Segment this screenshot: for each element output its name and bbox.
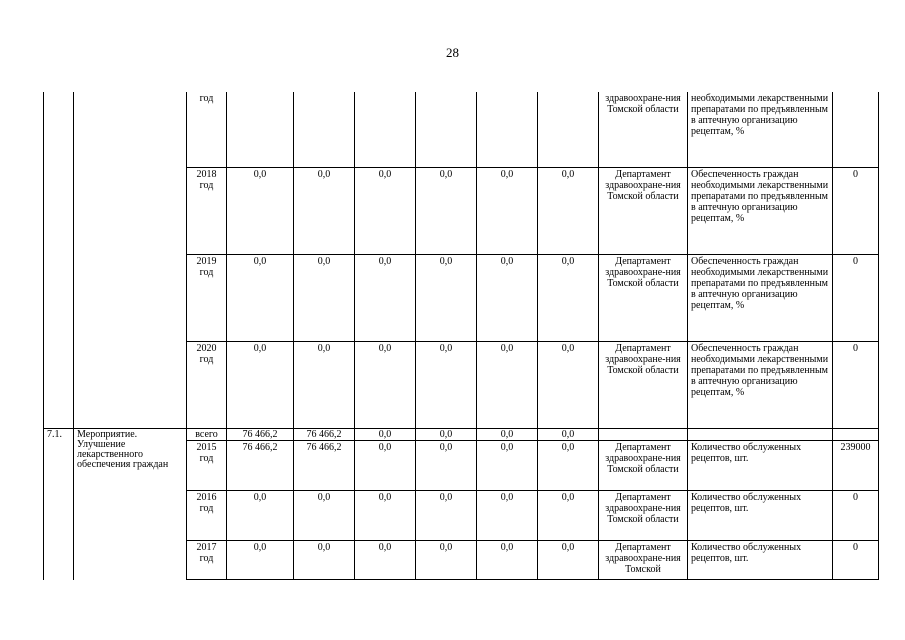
value-cell: 0,0	[538, 342, 599, 429]
value-cell: 0,0	[477, 491, 538, 541]
executor-cell: Департамент здравоохране-ния Томской области	[599, 441, 688, 491]
value-cell: 76 466,2	[227, 429, 294, 441]
value-cell: 0,0	[294, 491, 355, 541]
value-cell: 0,0	[355, 342, 416, 429]
value-cell: 0,0	[294, 255, 355, 342]
executor-cell: Департамент здравоохране-ния Томской области	[599, 255, 688, 342]
value-cell: 0,0	[227, 168, 294, 255]
value-cell: 0,0	[294, 342, 355, 429]
target-cell: 0	[833, 342, 879, 429]
target-cell: 0	[833, 168, 879, 255]
value-cell: 0,0	[227, 342, 294, 429]
value-cell	[477, 92, 538, 168]
value-cell: 0,0	[294, 168, 355, 255]
value-cell: 0,0	[538, 541, 599, 580]
value-cell: 0,0	[416, 541, 477, 580]
year-cell: 2016 год	[187, 491, 227, 541]
year-cell: 2018 год	[187, 168, 227, 255]
value-cell: 0,0	[416, 429, 477, 441]
target-cell	[833, 92, 879, 168]
year-cell: год	[187, 92, 227, 168]
year-cell: 2020 год	[187, 342, 227, 429]
executor-cell: Департамент здравоохране-ния Томской области	[599, 491, 688, 541]
executor-cell: Департамент здравоохране-ния Томской области	[599, 342, 688, 429]
executor-cell: здравоохране-ния Томской области	[599, 92, 688, 168]
year-cell: 2015 год	[187, 441, 227, 491]
value-cell: 0,0	[538, 168, 599, 255]
value-cell: 0,0	[477, 541, 538, 580]
value-cell: 0,0	[355, 255, 416, 342]
section-title: Мероприятие. Улучшение лекарственного обеспечения граждан	[74, 429, 187, 580]
table-row	[44, 92, 879, 168]
value-cell: 0,0	[416, 491, 477, 541]
value-cell: 0,0	[477, 255, 538, 342]
program-table	[43, 92, 879, 580]
value-cell: 0,0	[477, 441, 538, 491]
value-cell: 0,0	[538, 255, 599, 342]
value-cell: 0,0	[538, 429, 599, 441]
page-number: 28	[446, 45, 459, 60]
value-cell: 76 466,2	[294, 441, 355, 491]
value-cell	[355, 92, 416, 168]
executor-cell	[599, 429, 688, 441]
value-cell: 0,0	[355, 541, 416, 580]
number-cell	[44, 92, 74, 429]
year-cell: 2017 год	[187, 541, 227, 580]
section-number: 7.1.	[44, 429, 74, 580]
target-cell: 0	[833, 541, 879, 580]
value-cell: 0,0	[355, 491, 416, 541]
executor-cell: Департамент здравоохране-ния Томской	[599, 541, 688, 580]
value-cell: 0,0	[416, 168, 477, 255]
value-cell: 0,0	[416, 342, 477, 429]
target-cell: 0	[833, 255, 879, 342]
executor-cell: Департамент здравоохране-ния Томской области	[599, 168, 688, 255]
table-row	[44, 429, 879, 441]
indicator-cell: Количество обслуженных рецептов, шт.	[688, 491, 833, 541]
value-cell: 0,0	[227, 255, 294, 342]
value-cell: 76 466,2	[294, 429, 355, 441]
value-cell: 76 466,2	[227, 441, 294, 491]
value-cell: 0,0	[416, 255, 477, 342]
value-cell	[538, 92, 599, 168]
value-cell: 0,0	[416, 441, 477, 491]
value-cell: 0,0	[355, 441, 416, 491]
value-cell: 0,0	[355, 429, 416, 441]
target-cell: 0	[833, 491, 879, 541]
value-cell: 0,0	[477, 429, 538, 441]
value-cell: 0,0	[477, 342, 538, 429]
target-cell: 239000	[833, 441, 879, 491]
year-cell: 2019 год	[187, 255, 227, 342]
target-cell	[833, 429, 879, 441]
value-cell: 0,0	[227, 541, 294, 580]
indicator-cell: Обеспеченность граждан необходимыми лекарственными препаратами по предъявленным в аптечную организацию рецептам, %	[688, 255, 833, 342]
value-cell: 0,0	[294, 541, 355, 580]
value-cell: 0,0	[477, 168, 538, 255]
value-cell	[227, 92, 294, 168]
indicator-cell: необходимыми лекарственными препаратами по предъявленным в аптечную организацию рецептам, %	[688, 92, 833, 168]
title-cell	[74, 92, 187, 429]
value-cell	[416, 92, 477, 168]
indicator-cell: Обеспеченность граждан необходимыми лекарственными препаратами по предъявленным в аптечную организацию рецептам, %	[688, 168, 833, 255]
value-cell: 0,0	[538, 441, 599, 491]
value-cell: 0,0	[355, 168, 416, 255]
indicator-cell: Количество обслуженных рецептов, шт.	[688, 441, 833, 491]
indicator-cell: Количество обслуженных рецептов, шт.	[688, 541, 833, 580]
value-cell: 0,0	[538, 491, 599, 541]
indicator-cell	[688, 429, 833, 441]
year-cell: всего	[187, 429, 227, 441]
value-cell: 0,0	[227, 491, 294, 541]
value-cell	[294, 92, 355, 168]
indicator-cell: Обеспеченность граждан необходимыми лекарственными препаратами по предъявленным в аптечную организацию рецептам, %	[688, 342, 833, 429]
